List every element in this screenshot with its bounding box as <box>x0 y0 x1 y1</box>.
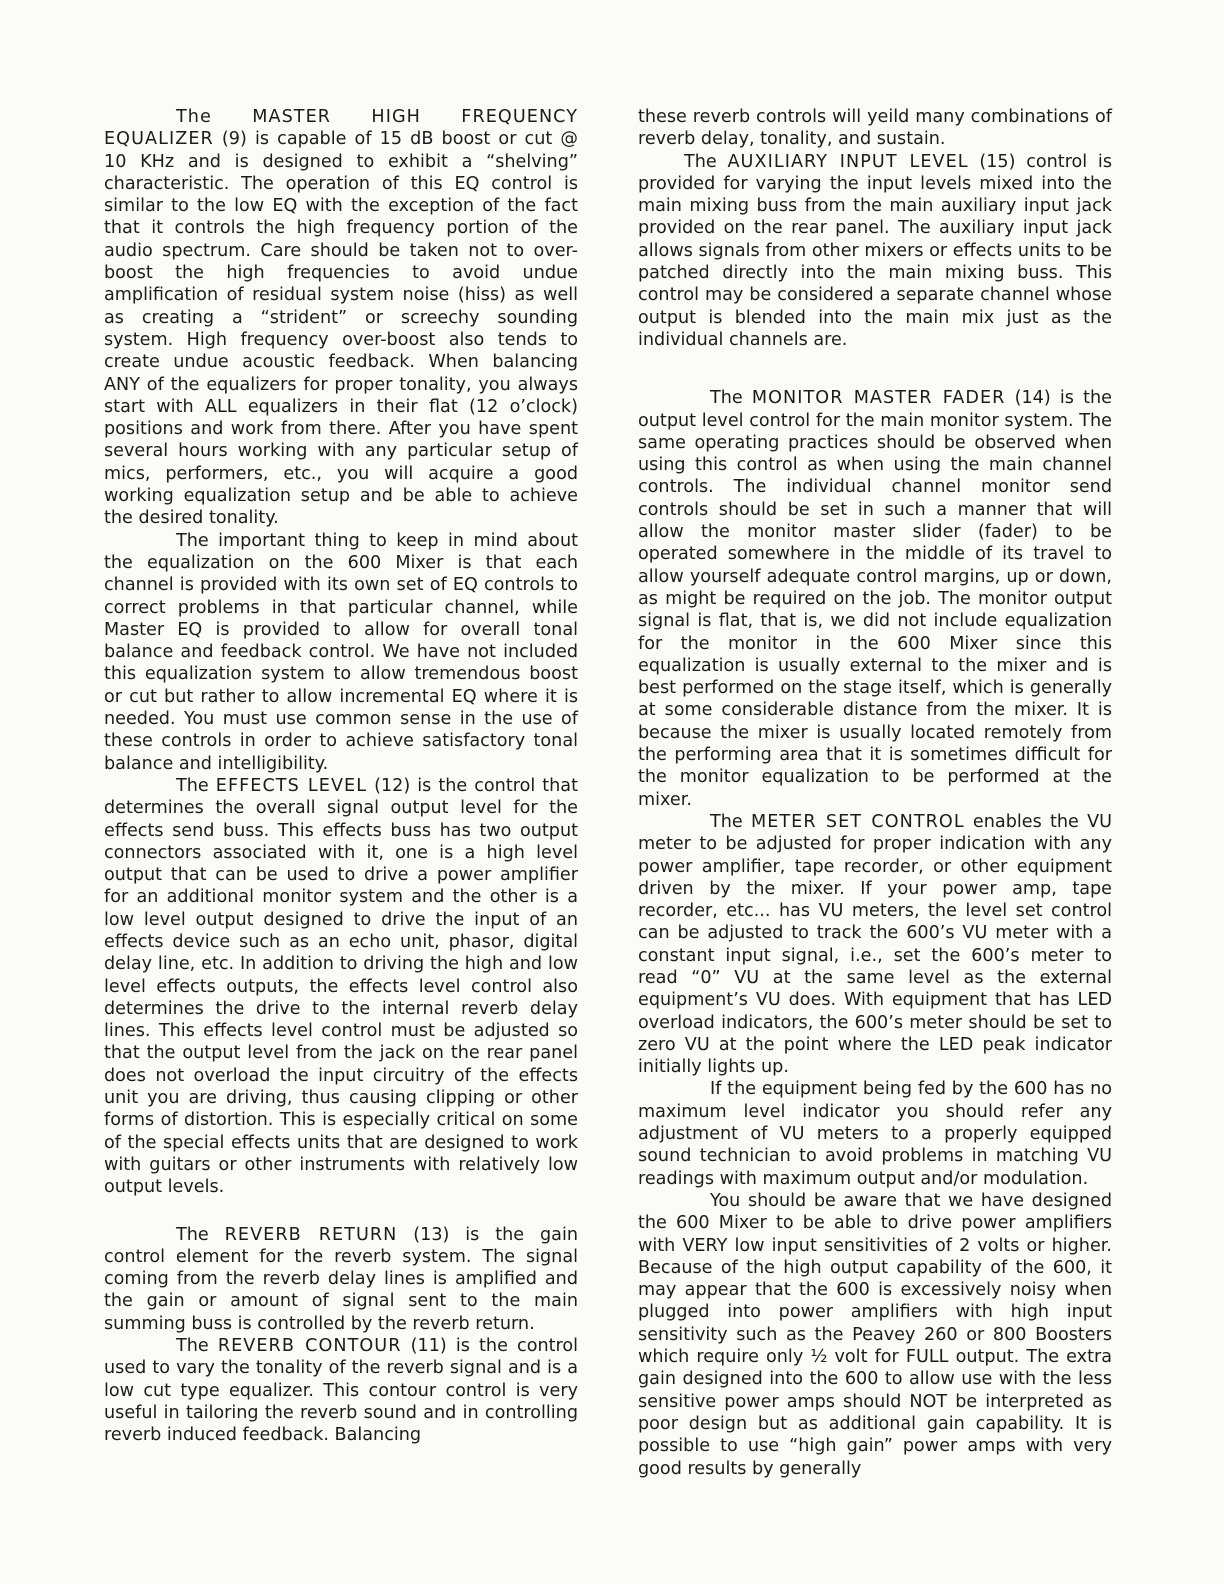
paragraph-meter-set-control: The METER SET CONTROL enables the VU meter to be adjusted for proper indication with any power amplifier, tape recorder, or other equipment driven by the mixer. If your power amp, tape recorder, etc... has VU meters, the level set control can be adjusted to track the 600’s VU meter with a constant input signal, i.e., set the 600’s meter to read “0” VU at the same level as the external equipment’s VU does. With equipment that has LED overload indicators, the 600’s meter should be set to zero VU at the point where the LED peak indicator initially lights up. <box>638 811 1112 1078</box>
term-reverb-return: REVERB RETURN <box>224 1224 398 1245</box>
term-effects-level: EFFECTS LEVEL <box>215 775 368 796</box>
term-monitor-master-fader: MONITOR MASTER FADER <box>751 388 1006 409</box>
paragraph-maximum-level: If the equipment being fed by the 600 has no maximum level indicator you should refer any adjustment of VU meters to a properly equipped sound technician to avoid problems in matching VU readings with maximum output and/or modulation. <box>638 1079 1112 1189</box>
term-meter-set-control: METER SET CONTROL <box>750 811 965 832</box>
paragraph-input-sensitivity: You should be aware that we have designed the 600 Mixer to be able to drive power amplifiers with VERY low input sensitivities of 2 volts or higher. Because of the high output capability of the 600, it may appear that the 600 is excessively noisy when plugged into power amplifiers with high input sensitivity such as the Peavey 260 or 800 Boosters which require only ½ volt for FULL output. The extra gain designed into the 600 to allow use with the less sensitive power amps should NOT be interpreted as poor design but as additional gain capability. It is possible to use “high gain” power amps with very good results by generally <box>638 1190 1112 1479</box>
paragraph-reverb-return: The REVERB RETURN (13) is the gain control element for the reverb system. The signal coming from the reverb delay lines is amplified and the gain or amount of signal sent to the main summing buss is controlled by the reverb return. <box>104 1224 578 1334</box>
term-reverb-contour: REVERB CONTOUR <box>217 1336 402 1357</box>
right-column <box>638 106 1112 1480</box>
paragraph-master-high-eq: The MASTER HIGH FREQUENCY EQUALIZER (9) is capable of 15 dB boost or cut @ 10 KHz and is designed to exhibit a “shelving” characteristic. The operation of this EQ control is similar to the low EQ with the exception of the fact that it controls the high frequency portion of the audio spectrum. Care should be taken not to over-boost the high frequencies to avoid undue amplification of residual system noise (hiss) as well as creating a “strident” or screechy sounding system. High frequency over-boost also tends to create undue acoustic feedback. When balancing ANY of the equalizers for proper tonality, you always start with ALL equalizers in their flat (12 o’clock) positions and work from there. After you have spent several hours working with any particular setup of mics, performers, etc., you will acquire a good working equalization setup and be able to achieve the desired tonality. <box>104 107 578 529</box>
paragraph-reverb-contour: The REVERB CONTOUR (11) is the control used to vary the tonality of the reverb signal and is a low cut type equalizer. This contour control is very useful in tailoring the reverb sound and in controlling reverb induced feedback. Balancing <box>104 1336 579 1446</box>
paragraph-effects-level: The EFFECTS LEVEL (12) is the control that determines the overall signal output level for the effects send buss. This effects buss has two output connectors associated with it, one is a high level output that can be used to drive a power amplifier for an additional monitor system and the other is a low level output designed to drive the input of an effects device such as an echo unit, phasor, digital delay line, etc. In addition to driving the high and low level effects outputs, the effects level control also determines the drive to the internal reverb delay lines. This effects level control must be adjusted so that the output level from the jack on the rear panel does not overload the input circuitry of the effects unit you are driving, thus causing clipping or other forms of distortion. This is especially critical on some of the special effects units that are designed to work with guitars or other instruments with relatively low output levels. <box>104 775 578 1198</box>
paragraph-reverb-continued: these reverb controls will yeild many combinations of reverb delay, tonality, and sustain. <box>638 107 1112 150</box>
paragraph-equalization-note: The important thing to keep in mind about the equalization on the 600 Mixer is that each channel is provided with its own set of EQ controls to correct problems in that particular channel, while Master EQ is provided to allow for overall tonal balance and feedback control. We have not included this equalization system to allow tremendous boost or cut but rather to allow incremental EQ where it is needed. You must use common sense in the use of these controls in order to achieve satisfactory tonal balance and intelligibility. <box>104 530 578 774</box>
paragraph-auxiliary-input: The AUXILIARY INPUT LEVEL (15) control is provided for varying the input levels mixed into the main mixing buss from the main auxiliary input jack provided on the rear panel. The auxiliary input jack allows signals from other mixers or effects units to be patched directly into the main mixing buss. This control may be considered a separate channel whose output is blended into the main mix just as the individual channels are. <box>638 151 1112 350</box>
term-master-high-frequency-equalizer: The MASTER HIGH FREQUENCY EQUALIZER <box>104 107 578 150</box>
paragraph-monitor-master-fader: The MONITOR MASTER FADER (14) is the output level control for the main monitor system. The same operating practices should be observed when using this control as when using the main channel controls. The individual channel monitor send controls should be set in such a manner that will allow the monitor master slider (fader) to be operated somewhere in the middle of its travel to allow yourself adequate control margins, up or down, as might be required on the job. The monitor output signal is flat, that is, we did not include equalization for the monitor in the 600 Mixer since this equalization is usually external to the mixer and is best performed on the stage itself, which is generally at some considerable distance from the mixer. It is because the mixer is usually located remotely from the performing area that it is sometimes difficult for the monitor equalization to be performed at the mixer. <box>638 388 1112 810</box>
term-auxiliary-input-level: AUXILIARY INPUT LEVEL <box>727 151 969 172</box>
left-column <box>104 106 578 1447</box>
